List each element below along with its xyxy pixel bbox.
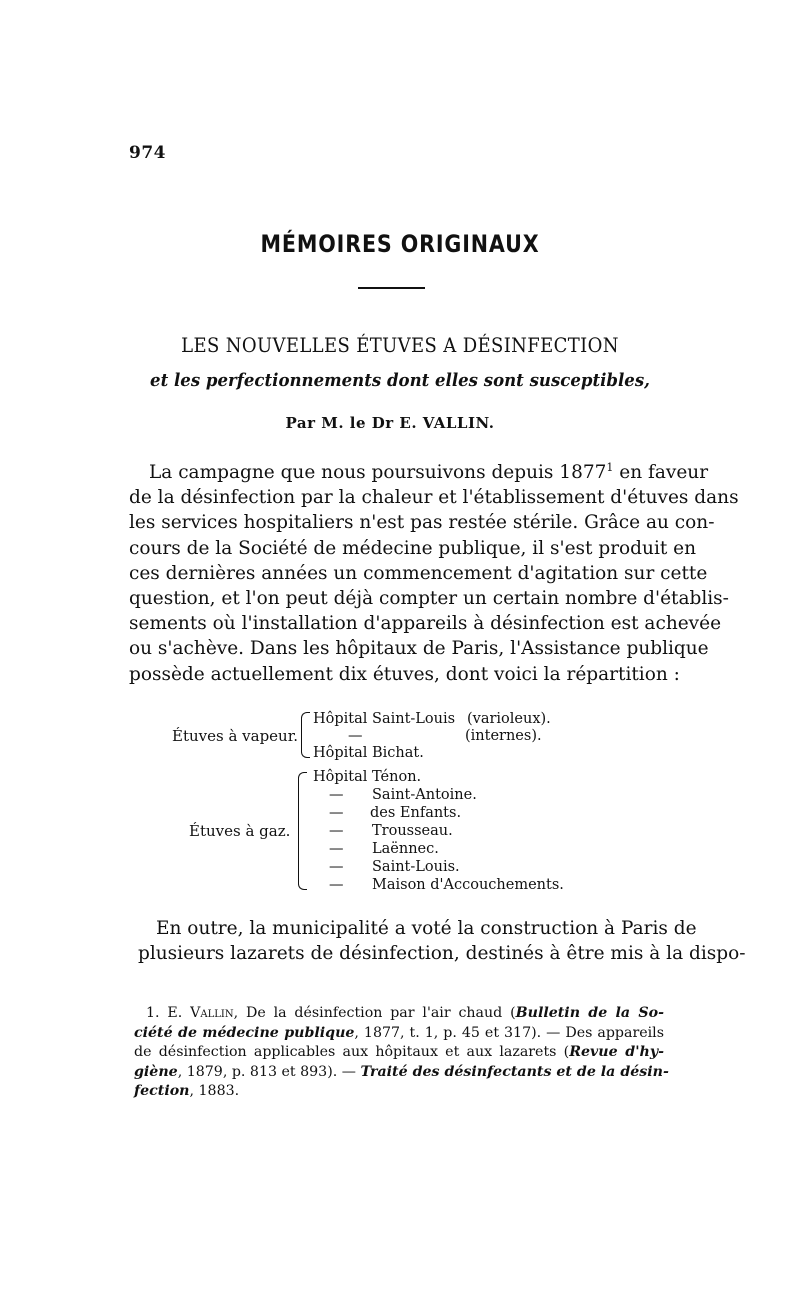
table-row: des Enfants.: [370, 805, 462, 821]
brace: [301, 712, 310, 758]
brace: [298, 772, 307, 890]
paragraph-line: ou s'achève. Dans les hôpitaux de Paris, l'Assistance publique: [129, 638, 709, 660]
paragraph-line: de la désinfection par la chaleur et l'établissement d'étuves dans: [129, 487, 739, 509]
article-title: LES NOUVELLES ÉTUVES A DÉSINFECTION: [181, 333, 619, 357]
gaz-label: Étuves à gaz.: [189, 822, 291, 840]
section-heading: MÉMOIRES ORIGINAUX: [260, 230, 540, 258]
ditto-dash: —: [329, 787, 344, 803]
byline: Par M. le Dr E. VALLIN.: [285, 414, 495, 432]
footnote: [134, 1004, 669, 1102]
heading-divider: [358, 287, 425, 289]
page-number: 974: [129, 143, 166, 163]
ditto-dash: —: [329, 859, 344, 875]
table-note: (varioleux).: [467, 711, 551, 727]
paragraph-continuation: [138, 916, 746, 966]
paragraph-line: question, et l'on peut déjà compter un certain nombre d'établis-: [129, 588, 729, 610]
table-row: Hôpital Saint-Louis: [313, 711, 456, 727]
paragraph-line: cours de la Société de médecine publique, il s'est produit en: [129, 537, 697, 559]
footnote-line: fection, 1883.: [134, 1083, 240, 1099]
paragraph-line: plusieurs lazarets de désinfection, destinés à être mis à la dispo-: [138, 943, 746, 965]
footnote-line: giène, 1879, p. 813 et 893). — Traité des désinfectants et de la désin-: [134, 1063, 669, 1080]
vapeur-label: Étuves à vapeur.: [172, 727, 299, 745]
paragraph-line: La campagne que nous poursuivons depuis 1877$^1$ en faveur: [149, 461, 709, 483]
paragraph-intro: [129, 460, 739, 687]
ditto-dash: —: [329, 805, 344, 821]
ditto-dash: —: [329, 841, 344, 857]
table-row: Trousseau.: [372, 823, 453, 839]
ditto-dash: —: [329, 877, 344, 893]
ditto-dash: —: [348, 728, 363, 744]
table-note: (internes).: [465, 728, 542, 744]
table-row: Hôpital Bichat.: [313, 745, 424, 761]
paragraph-line: possède actuellement dix étuves, dont voici la répartition :: [129, 663, 680, 685]
table-row: Maison d'Accouchements.: [372, 877, 564, 893]
paragraph-line: sements où l'installation d'appareils à désinfection est achevée: [129, 613, 722, 635]
footnote-line: de désinfection applicables aux hôpitaux et aux lazarets (Revue d'hy-: [134, 1044, 664, 1060]
paragraph-line: En outre, la municipalité a voté la construction à Paris de: [156, 918, 697, 939]
paragraph-line: les services hospitaliers n'est pas restée stérile. Grâce au con-: [129, 512, 715, 534]
ditto-dash: —: [329, 823, 344, 839]
footnote-line: ciété de médecine publique, 1877, t. 1, p. 45 et 317). — Des appareils: [134, 1024, 664, 1041]
table-row: Saint-Louis.: [372, 859, 460, 875]
footnote-line: 1. E. Vallin, De la désinfection par l'air chaud (Bulletin de la So-: [146, 1005, 664, 1021]
paragraph-line: ces dernières années un commencement d'agitation sur cette: [129, 562, 708, 584]
footnote-marker: 1: [606, 461, 614, 474]
article-subtitle: et les perfectionnements dont elles sont susceptibles,: [150, 370, 650, 391]
table-row: Laënnec.: [372, 841, 439, 857]
table-row: Saint-Antoine.: [372, 787, 477, 803]
table-row: Hôpital Ténon.: [313, 769, 422, 785]
